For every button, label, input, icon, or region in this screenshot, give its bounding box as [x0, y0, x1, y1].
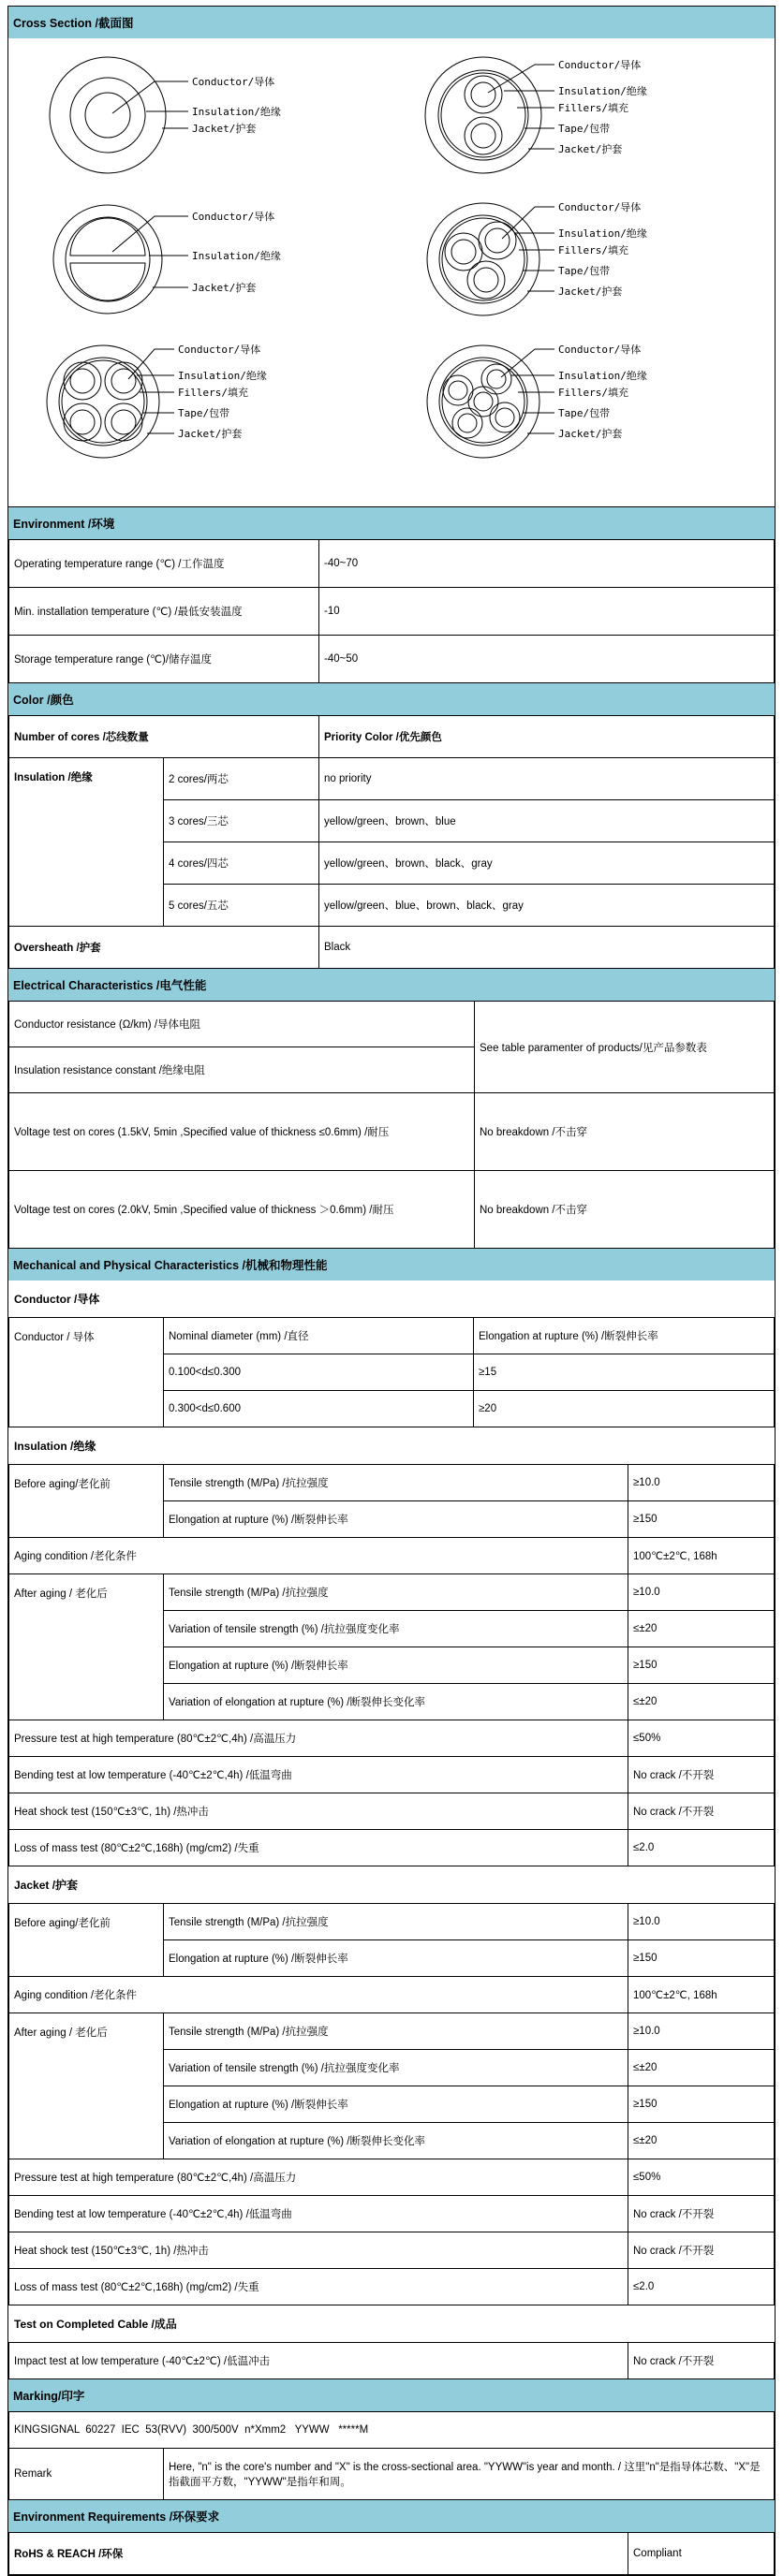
diagram-label: Insulation/绝缘: [558, 85, 647, 97]
row-label: RoHS & REACH /环保: [9, 2533, 628, 2575]
remark-text: Here, "n" is the core's number and "X" is the cross-sectional area. "YYWW"is year and month. / 这里"n"是指导体芯数、"X"是指截面平方数，"YYWW"是指年和周。: [164, 2449, 775, 2500]
test-label: Tensile strength (M/Pa) /抗拉强度: [164, 1465, 628, 1501]
test-value: No crack /不开裂: [628, 1793, 775, 1830]
row-label: Before aging/老化前: [9, 1465, 164, 1538]
diagram-label: Insulation/绝缘: [558, 370, 647, 382]
section-header-env-requirements: [8, 2500, 775, 2532]
test-value: ≤2.0: [628, 2269, 775, 2305]
row-label: Storage temperature range (℃)/储存温度: [9, 636, 319, 683]
test-value: ≥150: [628, 2086, 775, 2123]
priority-cell: yellow/green、brown、black、gray: [319, 842, 775, 885]
priority-cell: yellow/green、brown、blue: [319, 800, 775, 842]
diagram-label: Fillers/填充: [558, 387, 628, 399]
diagram-five-core: [394, 329, 769, 471]
row-label: Min. installation temperature (℃) /最低安装温度: [9, 588, 319, 636]
row-label: Insulation resistance constant /绝缘电阻: [9, 1047, 475, 1093]
cross-section-diagrams: [8, 38, 775, 507]
diagram-label: Conductor/导体: [192, 76, 275, 88]
test-value: ≤2.0: [628, 1830, 775, 1866]
cores-cell: 5 cores/五芯: [164, 885, 319, 927]
marking-line: KINGSIGNAL 60227 IEC 53(RVV) 300/500V n*Xmm2 YYWW *****M: [9, 2412, 775, 2449]
test-label: Tensile strength (M/Pa) /抗拉强度: [164, 1904, 628, 1940]
spec-sheet: [7, 6, 776, 2576]
test-label: Elongation at rupture (%) /断裂伸长率: [164, 1940, 628, 1977]
diagram-label: Conductor/导体: [558, 344, 642, 356]
cores-cell: 3 cores/三芯: [164, 800, 319, 842]
row-value: 100℃±2℃, 168h: [628, 1538, 775, 1574]
test-value: No crack /不开裂: [628, 1757, 775, 1793]
row-label: Before aging/老化前: [9, 1904, 164, 1977]
diagram-label: Jacket/护套: [558, 428, 623, 440]
diameter-cell: 0.300<d≤0.600: [164, 1391, 474, 1427]
diagram-label: Fillers/填充: [178, 387, 248, 399]
section-title: Mechanical and Physical Characteristics /机械和物理性能: [13, 1259, 328, 1272]
diagram-label: Tape/包带: [558, 123, 611, 135]
test-value: No crack /不开裂: [628, 2196, 775, 2232]
test-value: ≥10.0: [628, 2013, 775, 2050]
diagram-label: Fillers/填充: [558, 244, 628, 256]
diagram-label: Conductor/导体: [192, 211, 275, 223]
test-value: No crack /不开裂: [628, 2232, 775, 2269]
test-label: Variation of tensile strength (%) /抗拉强度变化率: [164, 1611, 628, 1647]
test-value: ≥10.0: [628, 1904, 775, 1940]
diagram-label: Jacket/护套: [192, 123, 257, 135]
row-label: After aging / 老化后: [9, 1574, 164, 1720]
column-header: Elongation at rupture (%) /断裂伸长率: [474, 1318, 775, 1354]
section-header-marking: [8, 2379, 775, 2411]
diagram-three-core: [394, 186, 769, 329]
test-value: ≥150: [628, 1501, 775, 1538]
row-value: No breakdown /不击穿: [475, 1171, 775, 1249]
test-value: ≤±20: [628, 1684, 775, 1720]
column-header: Nominal diameter (mm) /直径: [164, 1318, 474, 1354]
section-title: Marking/印字: [13, 2390, 85, 2403]
diagram-label: Tape/包带: [178, 407, 230, 419]
test-value: ≤50%: [628, 2159, 775, 2196]
row-label: Voltage test on cores (1.5kV, 5min ,Specified value of thickness ≤0.6mm) /耐压: [9, 1093, 475, 1171]
section-header-environment: [8, 507, 775, 539]
row-label: Insulation /绝缘: [9, 758, 164, 927]
test-label: Variation of elongation at rupture (%) /断裂伸长变化率: [164, 2123, 628, 2159]
test-label: Variation of tensile strength (%) /抗拉强度变化率: [164, 2050, 628, 2086]
color-table: [8, 715, 775, 969]
subsection-jacket: Jacket /护套: [8, 1866, 775, 1903]
diagram-label: Jacket/护套: [558, 143, 623, 155]
test-label: Pressure test at high temperature (80℃±2℃,4h) /高温压力: [9, 2159, 628, 2196]
row-value: -10: [319, 588, 775, 636]
test-label: Heat shock test (150℃±3℃, 1h) /热冲击: [9, 2232, 628, 2269]
section-title: Environment Requirements /环保要求: [13, 2510, 220, 2524]
subsection-conductor: Conductor /导体: [8, 1281, 775, 1317]
row-value: Compliant: [628, 2533, 775, 2575]
insulation-table: [8, 1464, 775, 1866]
diagram-label: Insulation/绝缘: [178, 370, 267, 382]
electrical-table: [8, 1001, 775, 1249]
diagram-label: Conductor/导体: [558, 201, 642, 213]
test-label: Pressure test at high temperature (80℃±2℃,4h) /高温压力: [9, 1720, 628, 1757]
row-label: Oversheath /护套: [9, 927, 319, 969]
diameter-cell: 0.100<d≤0.300: [164, 1354, 474, 1391]
test-value: No crack /不开裂: [628, 2343, 775, 2379]
subsection-insulation: Insulation /绝缘: [8, 1427, 775, 1464]
environment-table: [8, 539, 775, 683]
section-header-cross-section: [8, 7, 775, 38]
diagram-two-core-round: [394, 44, 769, 186]
row-value: Black: [319, 927, 775, 969]
completed-cable-table: [8, 2342, 775, 2379]
row-value: -40~50: [319, 636, 775, 683]
test-value: ≤±20: [628, 2123, 775, 2159]
section-title: Environment /环境: [13, 518, 115, 531]
diagram-label: Tape/包带: [558, 407, 611, 419]
section-header-color: [8, 683, 775, 715]
test-label: Bending test at low temperature (-40℃±2℃,4h) /低温弯曲: [9, 2196, 628, 2232]
diagram-label: Insulation/绝缘: [192, 106, 281, 118]
test-label: Bending test at low temperature (-40℃±2℃,4h) /低温弯曲: [9, 1757, 628, 1793]
diagram-four-core: [14, 329, 389, 471]
diagram-label: Conductor/导体: [178, 344, 261, 356]
row-label: Conductor / 导体: [9, 1318, 164, 1427]
row-label: Aging condition /老化条件: [9, 1538, 628, 1574]
diagram-single-core: [14, 44, 389, 186]
cores-cell: 4 cores/四芯: [164, 842, 319, 885]
marking-table: [8, 2411, 775, 2500]
test-label: Elongation at rupture (%) /断裂伸长率: [164, 2086, 628, 2123]
diagram-label: Tape/包带: [558, 265, 611, 277]
subsection-completed-cable: Test on Completed Cable /成品: [8, 2305, 775, 2342]
test-value: ≥10.0: [628, 1574, 775, 1611]
section-title: Electrical Characteristics /电气性能: [13, 979, 207, 992]
diagram-label: Fillers/填充: [558, 102, 628, 114]
jacket-table: [8, 1903, 775, 2305]
section-header-mechanical: [8, 1249, 775, 1281]
row-label: After aging / 老化后: [9, 2013, 164, 2159]
priority-cell: no priority: [319, 758, 775, 800]
test-label: Tensile strength (M/Pa) /抗拉强度: [164, 1574, 628, 1611]
diagram-label: Jacket/护套: [178, 428, 243, 440]
test-value: ≥150: [628, 1647, 775, 1684]
test-value: ≤±20: [628, 2050, 775, 2086]
env-requirements-table: [8, 2532, 775, 2575]
diagram-label: Jacket/护套: [558, 285, 623, 298]
elongation-cell: ≥15: [474, 1354, 775, 1391]
test-value: ≤±20: [628, 1611, 775, 1647]
row-value: See table paramenter of products/见产品参数表: [475, 1002, 775, 1093]
test-value: ≥10.0: [628, 1465, 775, 1501]
row-value: -40~70: [319, 540, 775, 588]
test-label: Impact test at low temperature (-40℃±2℃) /低温冲击: [9, 2343, 628, 2379]
test-label: Tensile strength (M/Pa) /抗拉强度: [164, 2013, 628, 2050]
test-label: Loss of mass test (80℃±2℃,168h) (mg/cm2) /失重: [9, 2269, 628, 2305]
conductor-table: [8, 1317, 775, 1427]
test-value: ≥150: [628, 1940, 775, 1977]
test-label: Variation of elongation at rupture (%) /断裂伸长变化率: [164, 1684, 628, 1720]
row-label: Aging condition /老化条件: [9, 1977, 628, 2013]
priority-cell: yellow/green、blue、brown、black、gray: [319, 885, 775, 927]
section-title: Cross Section /截面图: [13, 17, 134, 30]
test-label: Elongation at rupture (%) /断裂伸长率: [164, 1501, 628, 1538]
row-label: Operating temperature range (℃) /工作温度: [9, 540, 319, 588]
test-label: Elongation at rupture (%) /断裂伸长率: [164, 1647, 628, 1684]
row-label: Conductor resistance (Ω/km) /导体电阻: [9, 1002, 475, 1047]
diagram-label: Insulation/绝缘: [192, 250, 281, 262]
test-label: Heat shock test (150℃±3℃, 1h) /热冲击: [9, 1793, 628, 1830]
diagram-label: Insulation/绝缘: [558, 227, 647, 240]
row-value: No breakdown /不击穿: [475, 1093, 775, 1171]
test-value: ≤50%: [628, 1720, 775, 1757]
section-header-electrical: [8, 969, 775, 1001]
diagram-label: Conductor/导体: [558, 59, 642, 71]
row-value: 100℃±2℃, 168h: [628, 1977, 775, 2013]
diagram-label: Jacket/护套: [192, 282, 257, 294]
row-label: Voltage test on cores (2.0kV, 5min ,Specified value of thickness ＞0.6mm) /耐压: [9, 1171, 475, 1249]
diagram-two-core-flat: [14, 186, 389, 329]
column-header: Priority Color /优先颜色: [319, 716, 775, 758]
test-label: Loss of mass test (80℃±2℃,168h) (mg/cm2) /失重: [9, 1830, 628, 1866]
column-header: Number of cores /芯线数量: [9, 716, 319, 758]
section-title: Color /颜色: [13, 694, 74, 707]
row-label: Remark: [9, 2449, 164, 2500]
cores-cell: 2 cores/两芯: [164, 758, 319, 800]
elongation-cell: ≥20: [474, 1391, 775, 1427]
